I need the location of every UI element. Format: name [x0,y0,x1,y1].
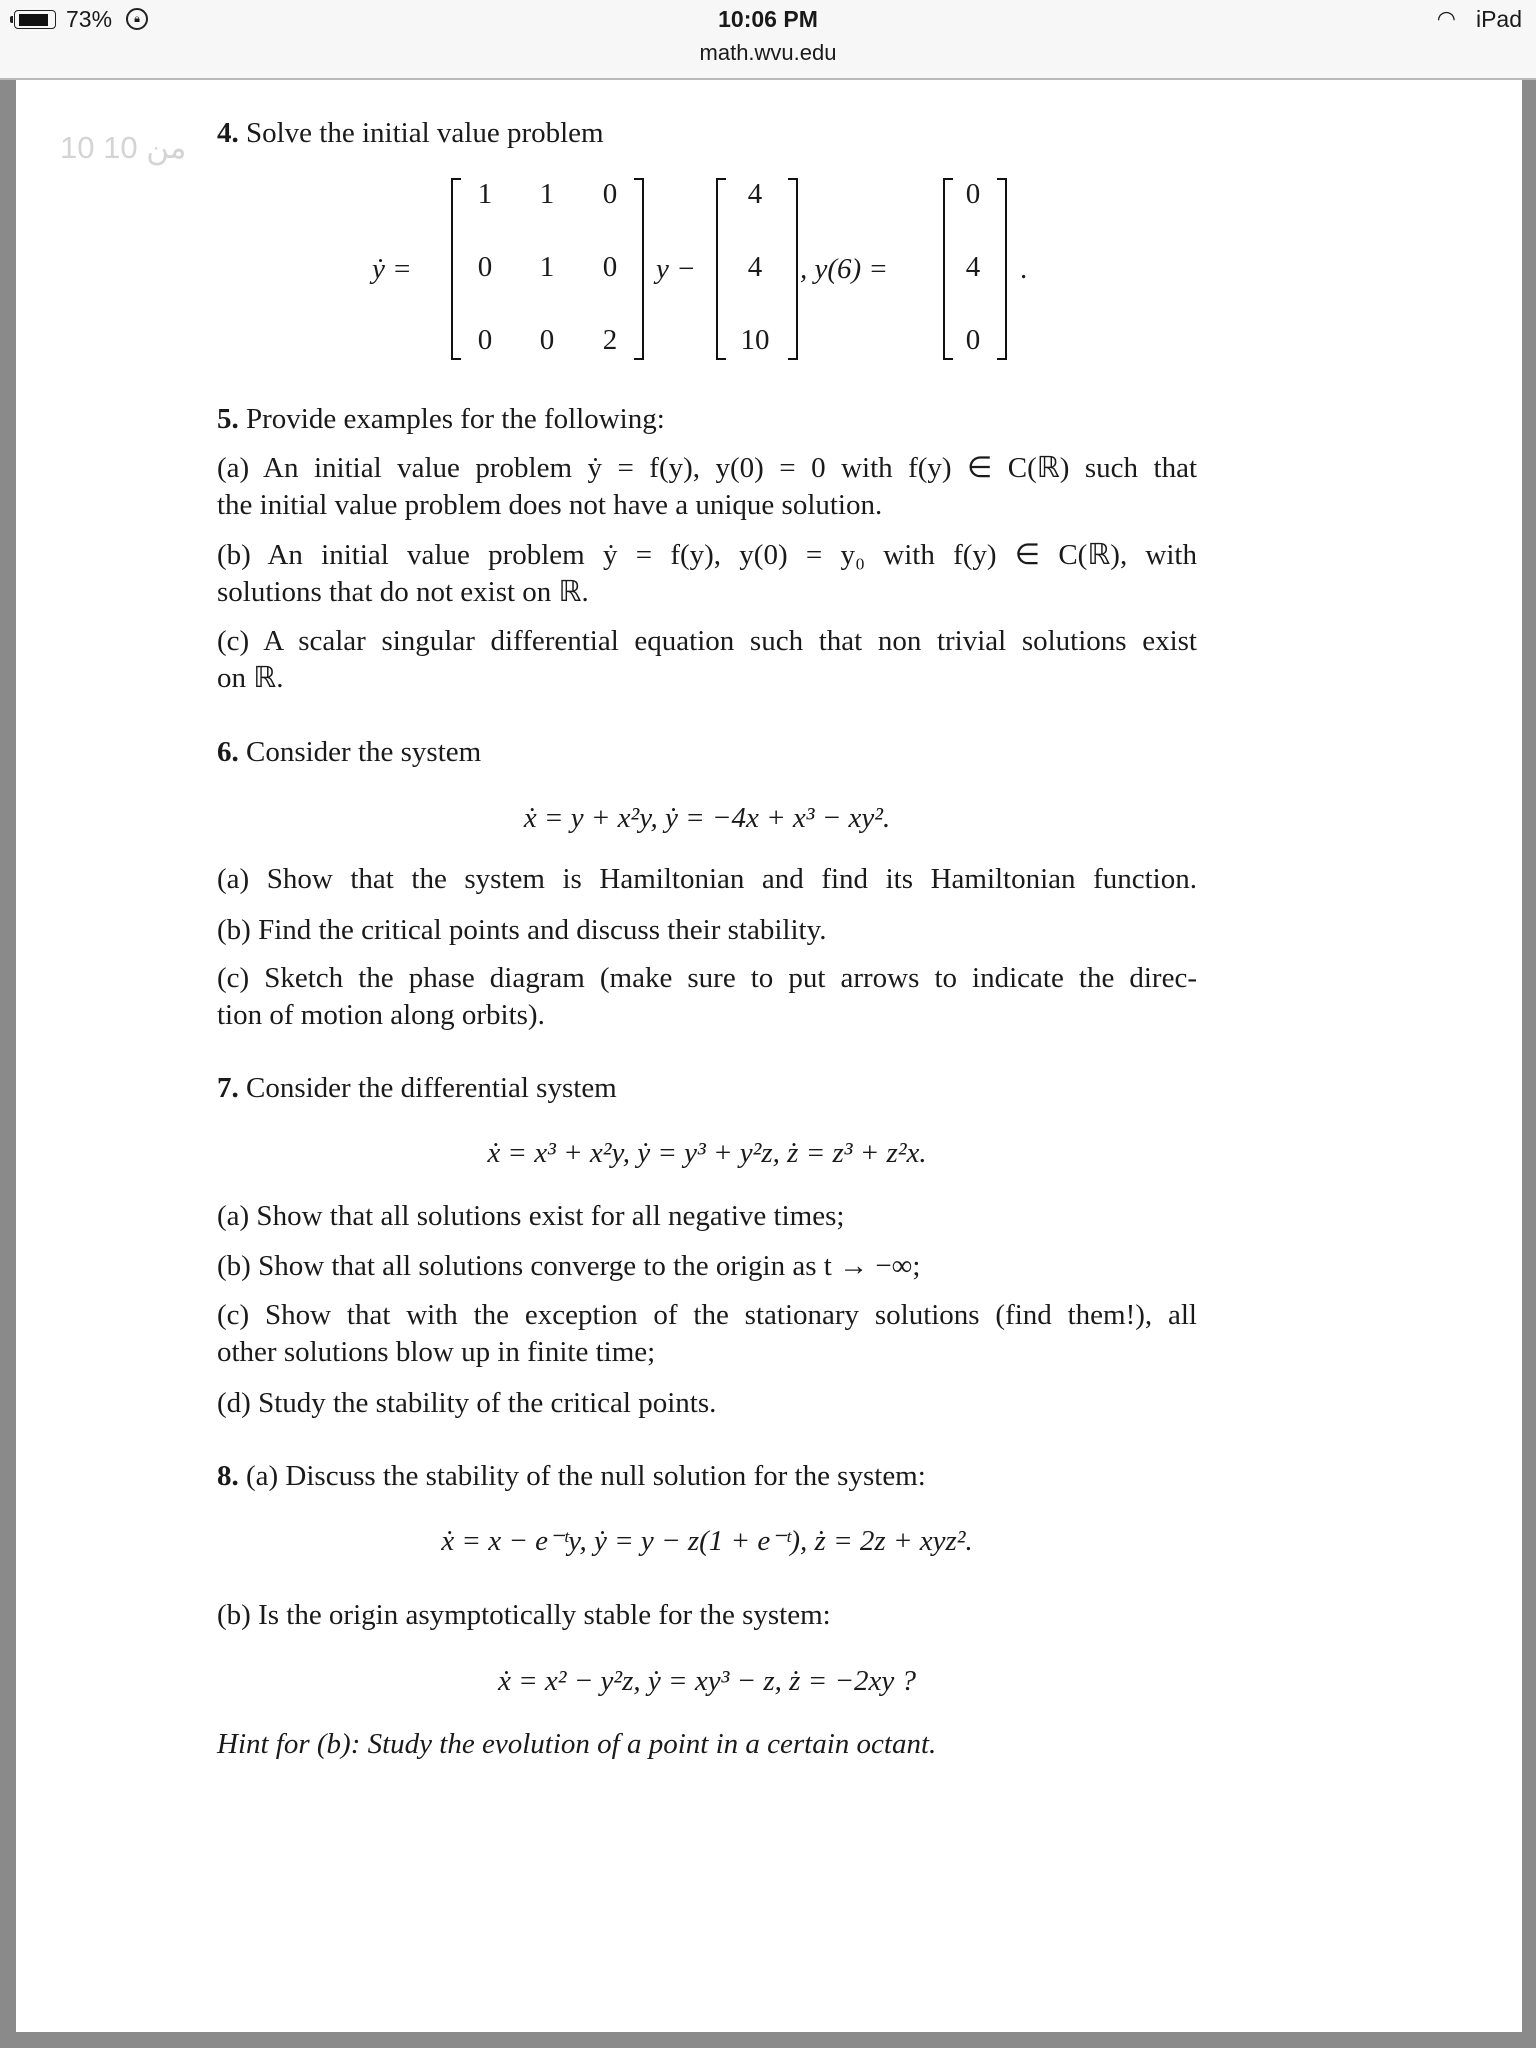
problem-6-title [217,735,481,769]
cell: 0 [602,178,618,210]
problem-5c-line2: on ℝ. [217,662,284,694]
problem-text: Consider the system [246,736,482,768]
problem-number: 7. [217,1072,239,1104]
cell: 1 [539,178,555,210]
status-bar [0,0,1536,80]
cell: 2 [602,324,618,356]
problem-5a-line2: the initial value problem does not have a unique solution. [217,489,883,521]
problem-5c-line1: (c) A scalar singular differential equation such that non trivial solutions exist [217,625,1197,657]
problem-6c-line1: (c) Sketch the phase diagram (make sure to put arrows to indicate the direc- [217,962,1197,994]
problem-7-equation: ẋ = x³ + x²y, ẏ = y³ + y²z, ż = z³ + z²x. [487,1137,927,1169]
problem-6-equation: ẋ = y + x²y, ẏ = −4x + x³ − xy². [523,802,891,834]
problem-6a: (a) Show that the system is Hamiltonian and find its Hamiltonian function. [217,863,1197,895]
problem-7-title [217,1071,617,1105]
problem-text: Solve the initial value problem [246,117,604,149]
rotation-lock-icon: 🔒︎ [126,8,148,30]
problem-number: 6. [217,736,239,768]
problem-8b: (b) Is the origin asymptotically stable for the system: [217,1599,831,1631]
problem-text: (a) Discuss the stability of the null solution for the system: [246,1460,926,1492]
cell: 0 [965,178,981,210]
problem-number: 8. [217,1460,239,1492]
cell: 0 [477,251,493,283]
device-name: iPad [1475,6,1522,32]
problem-text: Consider the differential system [246,1072,617,1104]
problem-5b-line2: solutions that do not exist on ℝ. [217,576,589,608]
cell: 0 [602,251,618,283]
url-bar[interactable]: math.wvu.edu [699,40,837,65]
problem-7d: (d) Study the stability of the critical points. [217,1387,717,1419]
vector-c [943,178,1007,360]
cell: 0 [539,324,555,356]
cell: 4 [747,251,763,283]
matrix-a [451,178,644,360]
cell: 4 [965,251,981,283]
cell: 0 [477,324,493,356]
initial-condition: , y(6) = [800,253,889,285]
problem-7c-line2: other solutions blow up in finite time; [217,1336,656,1368]
cell: 0 [965,324,981,356]
battery-percent: 73% [66,6,113,32]
clock: 10:06 PM [718,6,818,32]
problem-number: 4. [217,117,239,149]
problem-5a-line1: (a) An initial value problem ẏ = f(y), y(0) = 0 with f(y) ∈ C(ℝ) such that [217,452,1197,484]
problem-7b: (b) Show that all solutions converge to the origin as t → −∞; [217,1250,921,1282]
minus: y − [656,253,696,285]
cell: 4 [747,178,763,210]
problem-7a: (a) Show that all solutions exist for all negative times; [217,1200,845,1232]
problem-8b-equation: ẋ = x² − y²z, ẏ = xy³ − z, ż = −2xy ? [497,1665,917,1697]
wifi-icon: ◠ [1436,6,1456,31]
problem-8-hint: Hint for (b): Study the evolution of a point in a certain octant. [217,1728,937,1760]
problem-number: 5. [217,403,239,435]
cell: 1 [539,251,555,283]
problem-text: Provide examples for the following: [246,403,665,435]
lhs: ẏ = [372,253,412,285]
problem-5-title [217,402,665,436]
problem-8a-equation: ẋ = x − e⁻ᵗy, ẏ = y − z(1 + e⁻ᵗ), ż = 2z + xyz². [441,1525,973,1557]
period: . [1020,253,1028,285]
problem-6b: (b) Find the critical points and discuss their stability. [217,914,827,946]
problem-4-title [217,116,604,150]
page-indicator: 10 من 10 [60,130,187,165]
problem-6c-line2: tion of motion along orbits). [217,999,545,1031]
problem-7c-line1: (c) Show that with the exception of the stationary solutions (find them!), all [217,1299,1197,1331]
cell: 10 [740,324,770,356]
problem-8a [217,1459,926,1493]
problem-5b-line1: (b) An initial value problem ẏ = f(y), y(0) = y₀ with f(y) ∈ C(ℝ), with [217,539,1197,571]
cell: 1 [477,178,493,210]
vector-b [716,178,798,360]
